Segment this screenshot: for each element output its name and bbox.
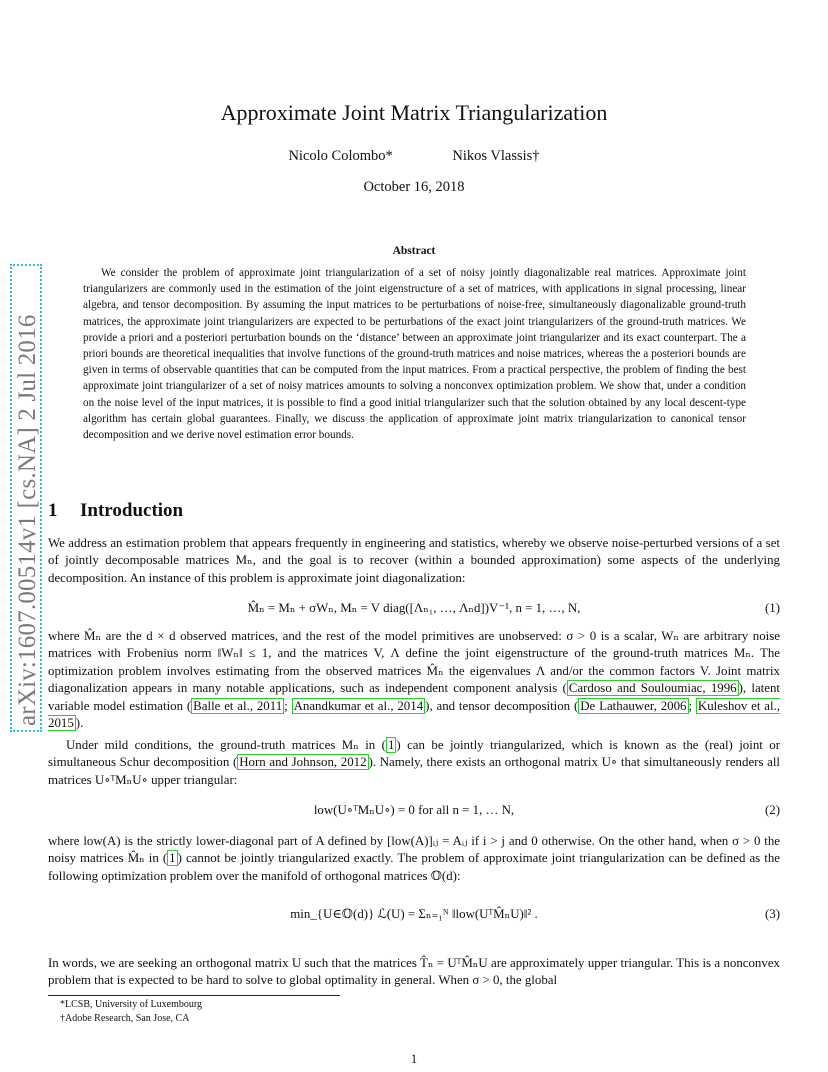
footnote-divider — [48, 995, 340, 996]
equation-3-content: min_{U∈𝕆(d)} ℒ(U) = Σₙ₌₁ᴺ ‖low(UᵀM̂ₙU)‖² . — [290, 907, 538, 921]
paragraph-2-text-c: ; — [284, 698, 292, 713]
equation-2-content: low(U∘ᵀMₙU∘) = 0 for all n = 1, … N, — [313, 803, 515, 817]
section-heading — [48, 500, 183, 522]
footnote-2: †Adobe Research, San Jose, CA — [60, 1013, 190, 1024]
paper-date: October 16, 2018 — [363, 179, 465, 195]
paper-title: Approximate Joint Matrix Triangularization — [220, 100, 608, 125]
paragraph-3-text-a: Under mild conditions, the ground-truth matrices Mₙ in ( — [66, 738, 386, 752]
equation-2-number: (2) — [764, 803, 780, 817]
equation-reference-link[interactable]: 1 — [387, 738, 395, 752]
arxiv-identifier: arXiv:1607.00514v1 [cs.NA] 2 Jul 2016 — [14, 314, 41, 726]
equation-1-content: M̂ₙ = Mₙ + σWₙ, Mₙ = V diag([Λₙ₁, …, Λₙd])V⁻¹, n = 1, …, N, — [247, 601, 581, 615]
section-number: 1 — [48, 500, 58, 521]
section-title: Introduction — [80, 500, 184, 521]
citation-link[interactable]: De Lathauwer, 2006 — [580, 698, 687, 713]
paragraph-4 — [48, 833, 780, 885]
equation-3-number: (3) — [764, 907, 780, 921]
citation-link[interactable]: Kuleshov et al., 2015 — [48, 698, 780, 731]
author-list — [0, 148, 828, 165]
paragraph-3-text-b: ) can be jointly triangularized, which is known as the (real) joint or simultaneous Schur decomposition ( — [48, 738, 780, 770]
author-2: Nikos Vlassis† — [452, 148, 540, 164]
paragraph-3-text-c: ). Namely, there exists an orthogonal matrix U∘ that simultaneously renders all matrices U∘ᵀMₙU∘ upper triangular: — [48, 755, 781, 787]
citation-link[interactable]: Horn and Johnson, 2012 — [239, 755, 367, 770]
citation-link[interactable]: Balle et al., 2011 — [193, 698, 283, 713]
abstract-text: We consider the problem of approximate joint triangularization of a set of noisy jointly diagonalizable real matrices. Approximate joint triangularizers are commonly used in the estimation of the joint eigenstructure of a set of matrices, with applications in signal processing, linear algebra, and tensor decomposition. By assuming the input matrices to be perturbations of noise-free, simultaneously diagonalizable ground-truth matrices, the approximate joint triangularizers are expected to be perturbations of the exact joint triangularizers of the ground-truth matrices. We provide a priori and a posteriori perturbation bounds on the ‘distance’ between an approximate joint triangularizer and its exact counterpart. The a priori bounds are theoretical inequalities that involve functions of the ground-truth matrices and noise matrices, whereas the a posteriori bounds are given in terms of observable quantities that can be computed from the input matrices. From a practical perspective, the problem of finding the best approximate joint triangularizer of a set of noisy matrices amounts to solving a nonconvex optimization problem. We show that, under a condition on the noise level of the input matrices, it is possible to find a good initial triangularizer such that the solution obtained by any local descent-type algorithm has certain global guarantees. Finally, we discuss the application of approximate joint matrix triangularization to canonical tensor decomposition and we derive novel estimation error bounds. — [83, 267, 746, 442]
paragraph-2 — [48, 628, 780, 732]
page-number: 1 — [410, 1052, 418, 1066]
paragraph-2-text-e: ; — [688, 698, 696, 713]
paragraph-5: In words, we are seeking an orthogonal matrix U such that the matrices T̂ₙ = UᵀM̂ₙU are approximately upper triangular. This is a nonconvex problem that is expected to be hard to solve to global optimality in general. When σ > 0, the global — [48, 956, 780, 988]
paragraph-4-text-a: where low(A) is the strictly lower-diagonal part of A defined by [low(A)]ᵢⱼ = Aᵢⱼ if i > j and 0 otherwise. On the other hand, when σ > 0 the noisy matrices M̂ₙ in ( — [48, 834, 780, 866]
paragraph-2-text-d: ), and tensor decomposition ( — [425, 698, 579, 713]
paragraph-2-text-f: ). — [75, 716, 84, 731]
citation-link[interactable]: Anandkumar et al., 2014 — [293, 698, 424, 713]
paragraph-3 — [48, 737, 780, 789]
citation-link[interactable]: Cardoso and Souloumiac, 1996 — [568, 681, 737, 696]
paragraph-2-text-b: ), latent variable model estimation ( — [48, 681, 780, 713]
author-1: Nicolo Colombo* — [288, 148, 393, 164]
paragraph-1: We address an estimation problem that appears frequently in engineering and statistics, whereby we observe noise-perturbed versions of a set of jointly decomposable matrices Mₙ, and the goal is to recover (within a bounded approximation) some aspects of the underlying decomposition. An instance of this problem is approximate joint diagonalization: — [48, 536, 780, 585]
equation-reference-link[interactable]: 1 — [169, 851, 176, 866]
equation-1-number: (1) — [764, 601, 780, 615]
paragraph-4-text-b: ) cannot be jointly triangularized exactly. The problem of approximate joint triangularization can be defined as the following optimization problem over the manifold of orthogonal matrices 𝕆(d): — [48, 851, 780, 883]
paragraph-2-text-a: where M̂ₙ are the d × d observed matrices, and the rest of the model primitives are unobserved: σ > 0 is a scalar, Wₙ are arbitrary noise matrices with Frobenius norm ‖Wₙ‖ ≤ 1, and the matrices V, Λ define the joint eigenstructure of the ground-truth matrices Mₙ. The optimization problem involves estimating from the observed matrices M̂ₙ the eigenvalues Λ and/or the common factors V. Joint matrix diagonalization appears in many notable applications, such as independent component analysis ( — [48, 629, 780, 696]
abstract-heading: Abstract — [392, 245, 436, 257]
footnote-1: *LCSB, University of Luxembourg — [60, 999, 203, 1010]
